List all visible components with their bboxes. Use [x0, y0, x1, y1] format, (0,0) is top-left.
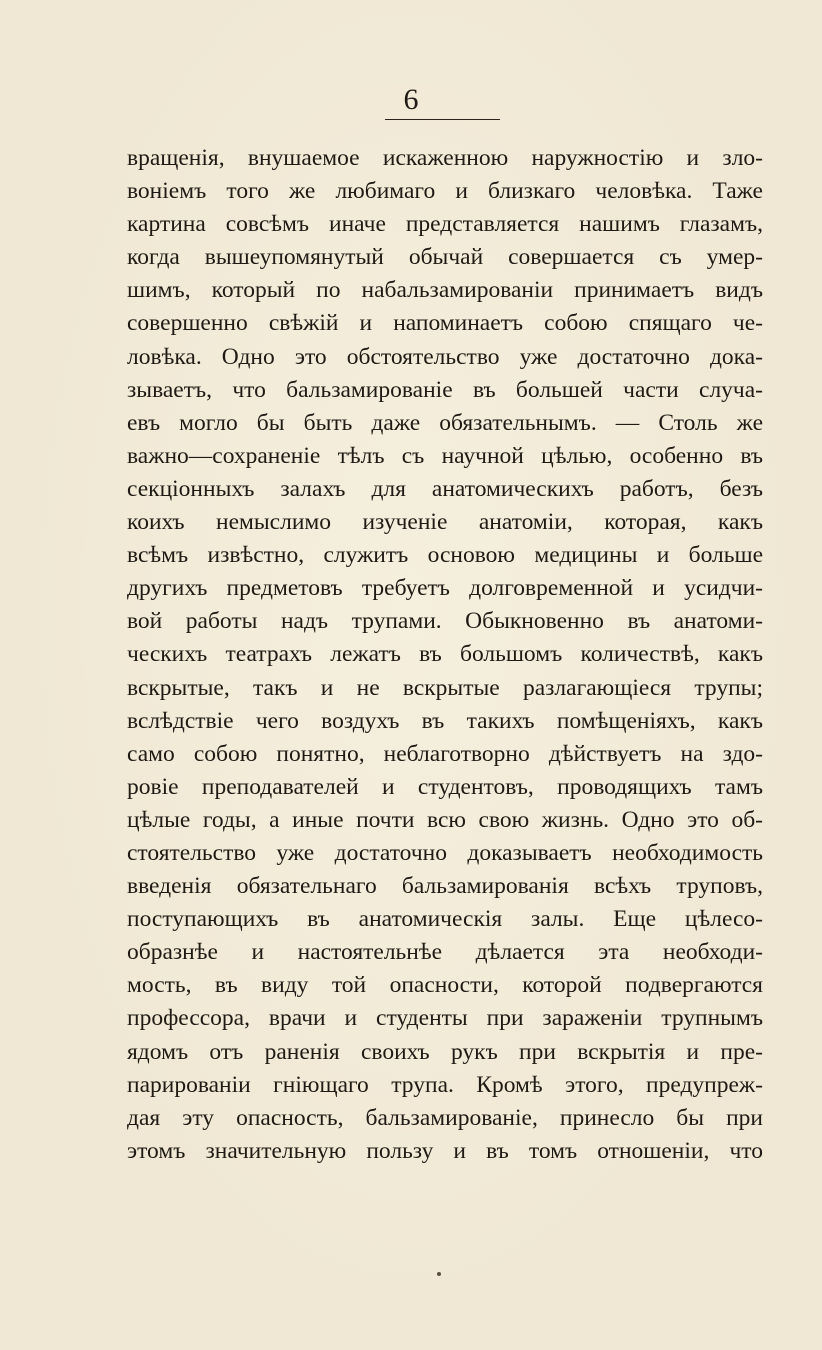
- text-line: цѣлые годы, а иные почти всю свою жизнь. Одно это об-: [127, 806, 763, 833]
- text-line: мость, въ виду той опасности, которой подвергаются: [127, 972, 763, 999]
- body-text: [127, 142, 763, 1168]
- text-line: зываетъ, что бальзамированіе въ большей части случа-: [127, 376, 763, 403]
- text-line: профессора, врачи и студенты при зараженіи трупнымъ: [127, 1005, 763, 1032]
- text-line: евъ могло бы быть даже обязательнымъ. — Столь же: [127, 409, 763, 436]
- text-line: когда вышеупомянутый обычай совершается съ умер-: [127, 244, 763, 271]
- text-line: другихъ предметовъ требуетъ долговременной и усидчи-: [127, 575, 763, 602]
- text-line: коихъ немыслимо изученіе анатоміи, которая, какъ: [127, 509, 763, 536]
- text-line: вслѣдствіе чего воздухъ въ такихъ помѣщеніяхъ, какъ: [127, 707, 763, 734]
- text-line: секціонныхъ залахъ для анатомическихъ работъ, безъ: [127, 475, 763, 502]
- text-line: ровіе преподавателей и студентовъ, проводящихъ тамъ: [127, 773, 763, 800]
- page-number: 6: [403, 83, 419, 116]
- text-line: важно—сохраненіе тѣлъ съ научной цѣлью, особенно въ: [127, 442, 763, 469]
- text-line: образнѣе и настоятельнѣе дѣлается эта необходи-: [127, 939, 763, 966]
- text-line: парированіи гніющаго трупа. Кромѣ этого, предупреж-: [127, 1071, 763, 1098]
- text-line: шимъ, который по набальзамированіи принимаетъ видъ: [127, 277, 763, 304]
- text-line: воніемъ того же любимаго и близкаго человѣка. Таже: [127, 178, 763, 205]
- text-line: вой работы надъ трупами. Обыкновенно въ анатоми-: [127, 608, 763, 635]
- text-line: ядомъ отъ раненія своихъ рукъ при вскрытія и пре-: [127, 1038, 763, 1065]
- text-line: всѣмъ извѣстно, служитъ основою медицины и больше: [127, 542, 763, 569]
- text-line: стоятельство уже достаточно доказываетъ необходимость: [127, 839, 763, 866]
- text-line: дая эту опасность, бальзамированіе, принесло бы при: [127, 1104, 763, 1131]
- text-line: картина совсѣмъ иначе представляется нашимъ глазамъ,: [127, 211, 763, 238]
- text-line: этомъ значительную пользу и въ томъ отношеніи, что: [127, 1137, 763, 1164]
- text-line: ческихъ театрахъ лежатъ въ большомъ количествѣ, какъ: [127, 641, 763, 668]
- text-line: совершенно свѣжій и напоминаетъ собою спящаго че-: [127, 310, 763, 337]
- text-line: вскрытые, такъ и не вскрытые разлагающіеся трупы;: [127, 674, 763, 701]
- text-line: введенія обязательнаго бальзамированія всѣхъ труповъ,: [127, 873, 763, 900]
- text-line: само собою понятно, неблаготворно дѣйствуетъ на здо-: [127, 740, 763, 767]
- header-rule: [385, 119, 500, 120]
- text-line: ловѣка. Одно это обстоятельство уже достаточно дока-: [127, 343, 763, 370]
- ink-speck: [437, 1272, 441, 1276]
- text-line: поступающихъ въ анатомическія залы. Еще цѣлесо-: [127, 906, 763, 933]
- text-line: вращенія, внушаемое искаженною наружностію и зло-: [127, 145, 763, 171]
